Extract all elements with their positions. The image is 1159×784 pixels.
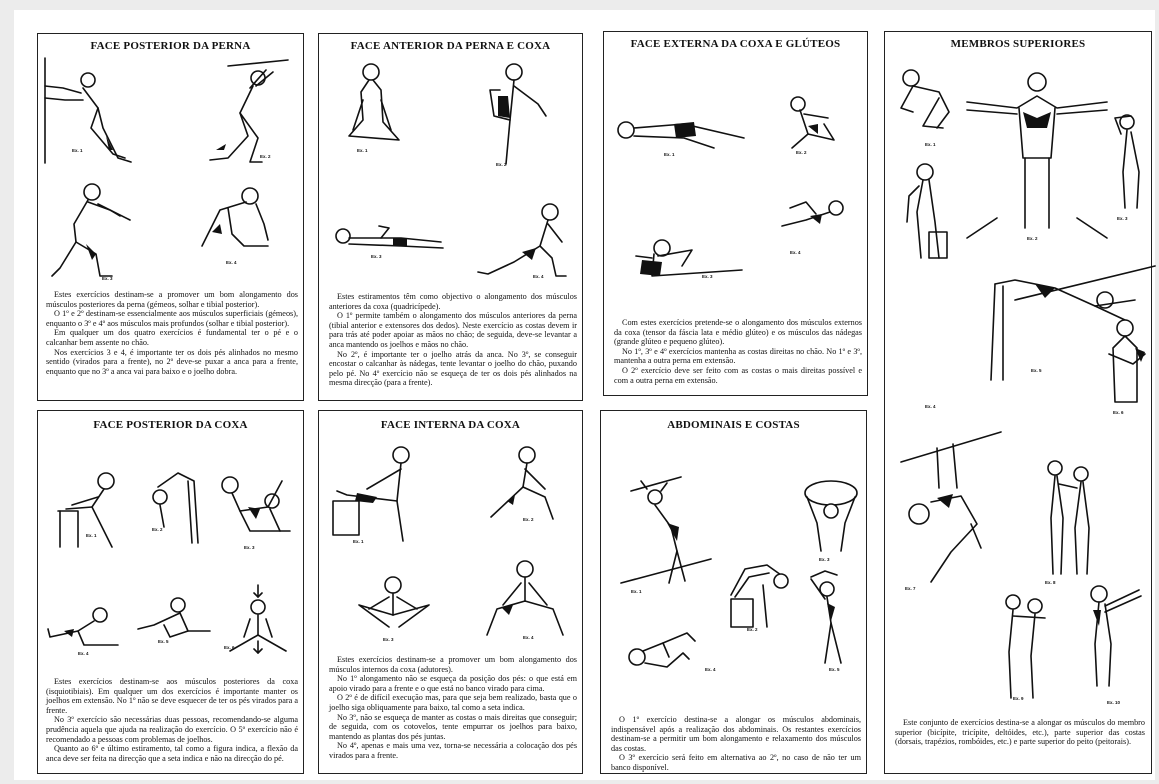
panel-face-anterior-perna-coxa xyxy=(318,33,583,401)
label-ex2: Ex. 2 xyxy=(260,154,271,159)
figure-ex2-seated-glute xyxy=(784,94,844,154)
paragraph: Este conjunto de exercícios destina-se a alongar os músculos do membro superior (bicípite, tricípite, deltóides, etc.), parte superior das costas (dorsais, trapézios, rombóides, etc.) e parte superior do peito (peitorais). xyxy=(895,718,1145,747)
figure-ex4-seated-forward-fold xyxy=(44,601,124,651)
figure-ex6-arm-across-chest xyxy=(1101,318,1151,408)
paragraph: O 1º e 2º destinam-se essencialmente aos músculos superficiais (gémeos), enquanto o 3º e 4º aos músculos mais profundos (solhar e tibial posterior). xyxy=(46,309,298,328)
figure-ex3-butterfly xyxy=(349,575,439,635)
figure-ex2-side-lunge xyxy=(479,445,569,525)
paragraph: No 3º exercício são necessárias duas pessoas, recomendando-se alguma prudência aquela que ajuda na realização do exercício. O 5º exercício não é recomendado a pessoas com problemas de joelhos. xyxy=(46,715,298,744)
label-ex5: Ex. 5 xyxy=(829,667,840,672)
panel-membros-superiores xyxy=(884,31,1152,774)
panel-face-posterior-perna xyxy=(37,33,304,401)
label-ex2: Ex. 2 xyxy=(796,150,807,155)
label-ex7: Ex. 7 xyxy=(905,586,916,591)
figure-ex7-hang-from-bar xyxy=(891,432,1001,582)
label-ex1: Ex. 1 xyxy=(353,539,364,544)
label-ex1: Ex. 1 xyxy=(72,148,83,153)
panel-text xyxy=(46,290,298,376)
panel-title: MEMBROS SUPERIORES xyxy=(950,38,1086,50)
label-ex2: Ex. 2 xyxy=(152,527,163,532)
figure-ex1-kneeling-back-lean xyxy=(339,60,409,150)
label-ex5: Ex. 5 xyxy=(1031,368,1042,373)
label-ex3: Ex. 3 xyxy=(1117,216,1128,221)
figure-ex5-hurdler-stretch xyxy=(134,595,214,645)
label-ex6: Ex. 6 xyxy=(1113,410,1124,415)
panel-text xyxy=(46,677,298,763)
paragraph: O 2º é de difícil execução mas, para que seja bem realizado, basta que o joelho siga obliquamente para baixo, tal como a seta indica. xyxy=(329,693,577,712)
figure-ex1-bar-back-arch xyxy=(621,477,711,587)
label-ex4: Ex. 4 xyxy=(78,651,89,656)
figure-ex3-lying-leg-over xyxy=(622,236,752,286)
paragraph: Em qualquer um dos quatro exercícios é fundamental ter o pé e o calcanhar bem assente no chão. xyxy=(46,328,298,347)
figure-ex1-bench-adductor xyxy=(327,445,437,545)
panel-text xyxy=(895,718,1145,747)
figure-ex4-lunge-quad xyxy=(474,202,574,282)
paragraph: Nos exercícios 3 e 4, é importante ter os dois pés alinhados no mesmo sentido (virados para a frente), no 2º deve-se puxar a anca para a frente, enquanto que no 3º a anca vai para baixo e o joelho dobra. xyxy=(46,347,298,376)
figure-ex3-lying-quad xyxy=(331,220,451,260)
panel-title: FACE POSTERIOR DA PERNA xyxy=(90,40,251,52)
paragraph: O 1º permite também o alongamento dos músculos anteriores da perna (tibial anterior e extensores dos dedos). Neste exercício as costas devem ir para trás até poder apoiar as mãos no chão; de seguida, deve-se levantar a anca mantendo os joelhos e mãos no chão. xyxy=(329,311,577,349)
label-ex4: Ex. 4 xyxy=(226,260,237,265)
label-ex8: Ex. 8 xyxy=(1045,580,1056,585)
paragraph: No 1º, 3º e 4º exercícios mantenha as costas direitas no chão. No 1º e 3º, mantenha a outra perna em extensão. xyxy=(614,346,862,366)
paragraph: Estes exercícios destinam-se a promover um bom alongamento dos músculos internos da coxa (adutores). xyxy=(329,655,577,674)
figure-ex2-bench-back-stretch xyxy=(721,555,791,635)
figure-ex3-soleus-stretch xyxy=(48,180,148,280)
label-ex1: Ex. 1 xyxy=(86,533,97,538)
panel-title: FACE POSTERIOR DA COXA xyxy=(93,419,248,431)
panel-title: FACE ANTERIOR DA PERNA E COXA xyxy=(350,40,551,52)
label-ex2: Ex. 2 xyxy=(1027,236,1038,241)
label-ex4: Ex. 4 xyxy=(523,635,534,640)
label-ex10: Ex. 10 xyxy=(1107,700,1121,705)
paragraph: Estes exercícios destinam-se a promover um bom alongamento dos músculos posteriores da perna (gémeos, solhar e tibial posterior). xyxy=(46,290,298,309)
paragraph: No 3º, não se esqueça de manter as costas o mais direitas que conseguir; de seguida, com os cotovelos, tente empurrar os joelhos para baixo, mantendo as plantas dos pés juntas. xyxy=(329,712,577,741)
figure-ex4-wide-squat xyxy=(481,559,571,639)
figure-ex2-standing-quad xyxy=(484,60,554,170)
figure-ex9-partner-arm-pull xyxy=(997,592,1053,702)
panel-abdominais-costas xyxy=(600,410,867,774)
label-ex3: Ex. 3 xyxy=(102,276,113,281)
label-ex4: Ex. 4 xyxy=(533,274,544,279)
label-ex3: Ex. 3 xyxy=(702,274,713,279)
figure-ex5-standing-side-bend xyxy=(797,567,867,667)
label-ex4: Ex. 4 xyxy=(790,250,801,255)
figure-ex3-hoop-back-stretch xyxy=(797,477,867,557)
label-ex4: Ex. 4 xyxy=(925,404,936,409)
figure-ex1-stool-hamstring xyxy=(52,471,132,551)
paragraph: O 1º exercício destina-se a alongar os músculos abdominais, indispensável após a realização dos abdominais. Os restantes exercícios destinam-se a permitir um bom alongamento e relaxamento dos músculos das costas. xyxy=(611,715,861,753)
panel-face-externa-coxa-gluteos xyxy=(603,31,868,396)
panel-text xyxy=(329,655,577,761)
figure-ex4-kneeling-soleus xyxy=(198,184,278,254)
panel-text xyxy=(611,715,861,773)
figure-ex8-partner-stretch xyxy=(1039,458,1099,578)
panel-face-interna-coxa xyxy=(318,410,583,774)
paragraph: Estes exercícios destinam-se aos músculos posteriores da coxa (isquiotibiais). Em qualquer um dos exercícios é importante manter os joelhos em extensão. No 1º não se deve esquecer de ter os pés virados para a frente. xyxy=(46,677,298,715)
panel-title: FACE EXTERNA DA COXA E GLÚTEOS xyxy=(630,38,841,50)
figure-ex10-arms-behind-back xyxy=(1079,580,1149,690)
figure-ex4-lying-knee-cross xyxy=(776,196,856,246)
label-ex1: Ex. 1 xyxy=(664,152,675,157)
label-ex3: Ex. 3 xyxy=(244,545,255,550)
figure-ex1-lying-hip-cross xyxy=(614,108,754,158)
panel-text xyxy=(614,318,862,385)
label-ex9: Ex. 9 xyxy=(1013,696,1024,701)
paragraph: No 2º, é importante ter o joelho atrás da anca. No 3º, se conseguir encostar o calcanhar às nádegas, tente levantar o joelho do chão, puxando pelo pé. No 4º exercício não se esqueça de ter os dois pés alinhados na mesma direcção (para a frente). xyxy=(329,349,577,388)
panel-title: ABDOMINAIS E COSTAS xyxy=(667,419,800,431)
figure-ex2-standing-toe-touch xyxy=(148,467,208,547)
label-ex3: Ex. 3 xyxy=(383,637,394,642)
figure-ex1-kneeling-arm-stretch xyxy=(893,68,953,138)
paragraph: No 4º, apenas e mais uma vez, torna-se necessária a colocação dos pés virados para a frente. xyxy=(329,741,577,760)
figure-ex3-partner-assisted xyxy=(210,471,300,541)
label-ex2: Ex. 2 xyxy=(496,162,507,167)
panel-text xyxy=(329,292,577,388)
paragraph: Estes estiramentos têm como objectivo o alongamento dos músculos anteriores da coxa (quadricípede). xyxy=(329,292,577,311)
figure-ex2-arms-out-back xyxy=(967,68,1107,238)
figure-ex2-calf-stretch xyxy=(188,58,288,168)
paragraph: Com estes exercícios pretende-se o alongamento dos músculos externos da coxa (tensor da fáscia lata e médio glúteo) e os músculos das nádegas (grande glúteo e pequeno glúteo). xyxy=(614,318,862,347)
paragraph: O 2º exercício deve ser feito com as costas o mais direitas possível e com a outra perna em extensão. xyxy=(614,365,862,385)
label-ex2: Ex. 2 xyxy=(747,627,758,632)
paragraph: No 1º alongamento não se esqueça da posição dos pés: o que está em apoio virado para a frente e o que está no banco virado para cima. xyxy=(329,674,577,693)
figure-ex4-triceps-chair xyxy=(899,162,949,262)
label-ex2: Ex. 2 xyxy=(523,517,534,522)
label-ex3: Ex. 3 xyxy=(371,254,382,259)
label-ex1: Ex. 1 xyxy=(357,148,368,153)
label-ex4: Ex. 4 xyxy=(705,667,716,672)
label-ex5: Ex. 5 xyxy=(158,639,169,644)
panel-title: FACE INTERNA DA COXA xyxy=(380,419,521,431)
label-ex1: Ex. 1 xyxy=(925,142,936,147)
panel-face-posterior-coxa xyxy=(37,410,304,774)
label-ex6: Ex. 6 xyxy=(224,645,235,650)
label-ex3: Ex. 3 xyxy=(819,557,830,562)
paragraph: O 3º exercício será feito em alternativa ao 2º, no caso de não ter um banco disponível. xyxy=(611,753,861,772)
figure-ex4-lying-knees-chest xyxy=(623,623,703,683)
paragraph: Quanto ao 6º e último estiramento, tal como a figura indica, a flexão da anca deve ser feita na direcção que a seta indica e não na direcção do pé. xyxy=(46,744,298,763)
figure-ex1-wall-calf-stretch xyxy=(43,58,143,168)
label-ex1: Ex. 1 xyxy=(631,589,642,594)
figure-ex3-arm-behind-head xyxy=(1111,112,1147,212)
